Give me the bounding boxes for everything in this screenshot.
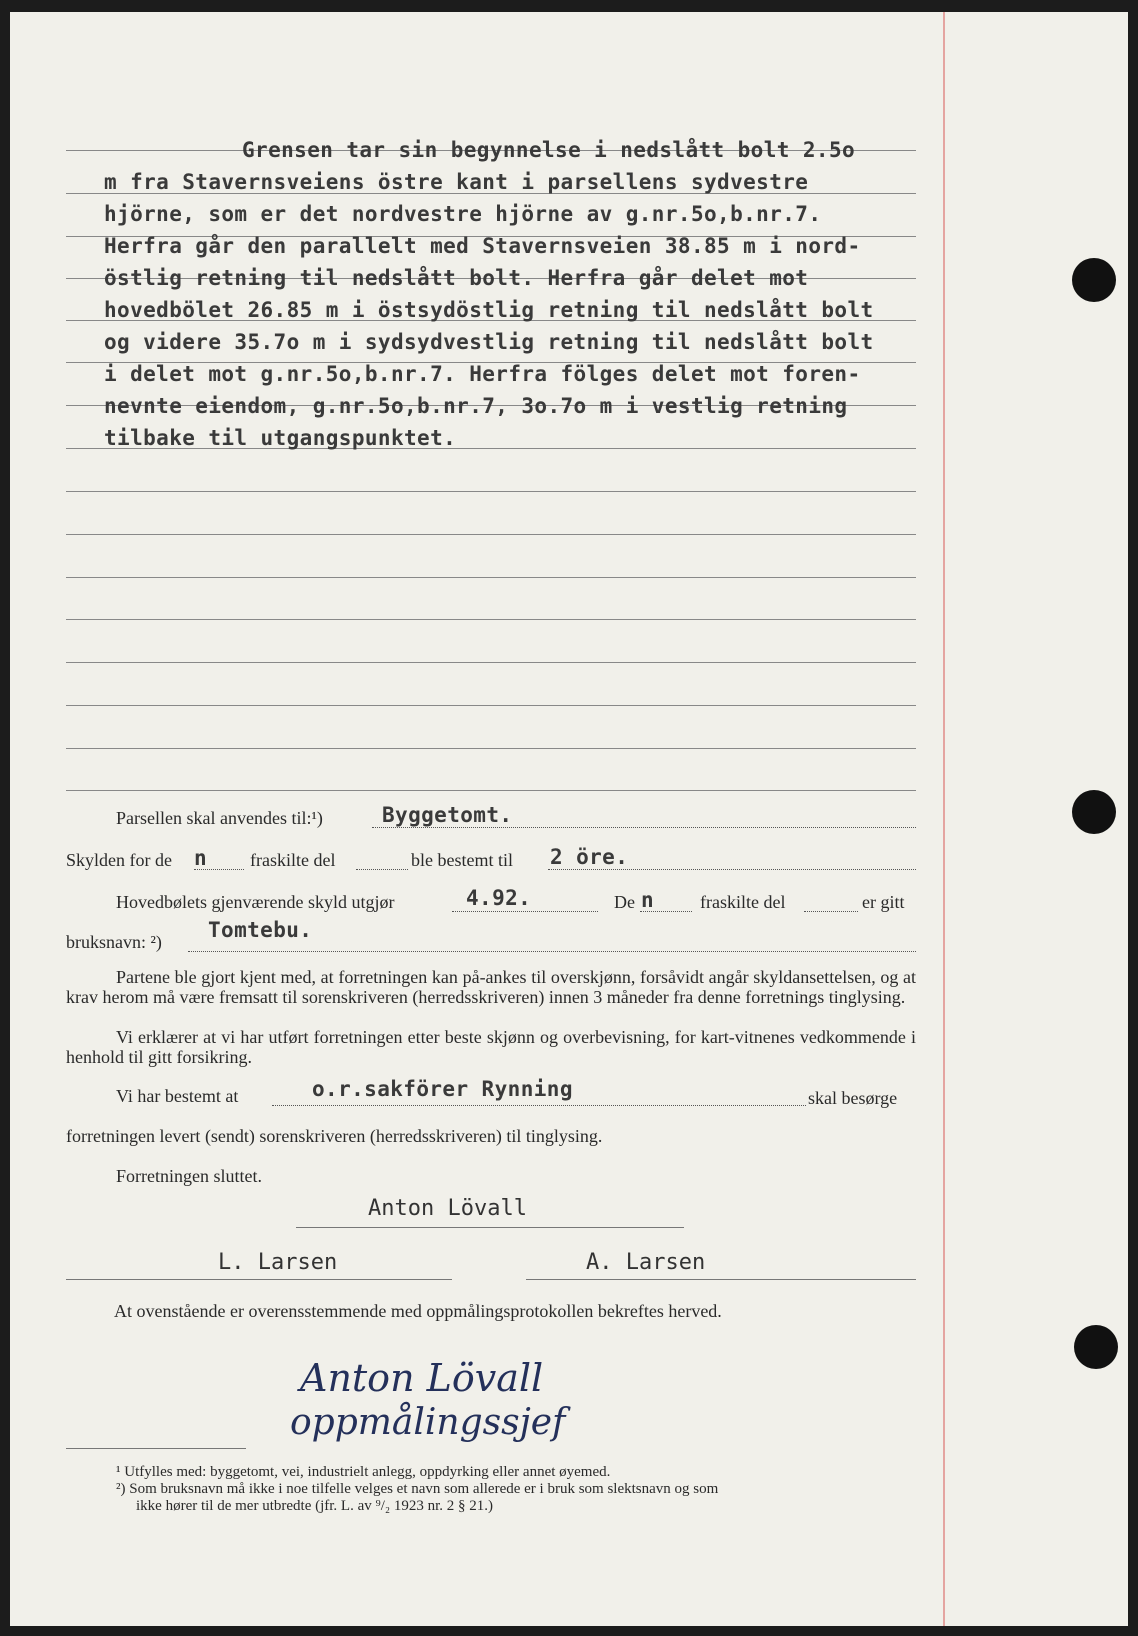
hoved-value: 4.92. — [466, 886, 532, 910]
signature-main: Anton Lövall — [368, 1196, 527, 1221]
ruled-line — [66, 534, 916, 535]
body-line: nevnte eiendom, g.nr.5o,b.nr.7, 3o.7o m i vestlig retning — [104, 394, 848, 418]
handwritten-signature: Anton Lövall — [300, 1356, 544, 1400]
skylden-label: Skylden for de — [66, 850, 172, 870]
body-line: hjörne, som er det nordvestre hjörne av g.nr.5o,b.nr.7. — [104, 202, 822, 226]
ruled-line — [66, 662, 916, 663]
ruled-line — [66, 491, 916, 492]
ruled-line — [66, 619, 916, 620]
signature-line — [296, 1226, 684, 1228]
fill-line — [452, 910, 598, 912]
footnote: ¹ Utfylles med: byggetomt, vei, industrielt anlegg, oppdyrking eller annet øyemed. — [116, 1464, 611, 1480]
body-line: tilbake til utgangspunktet. — [104, 426, 457, 450]
signature-right: A. Larsen — [586, 1250, 706, 1275]
bestemt-label: Vi har bestemt at — [116, 1086, 239, 1106]
body-line: Herfra går den parallelt med Stavernsveien 38.85 m i nord- — [104, 234, 861, 258]
fill-line — [804, 910, 858, 912]
margin-rule — [943, 12, 945, 1626]
sluttet-line: Forretningen sluttet. — [116, 1166, 262, 1186]
body-line: östlig retning til nedslått bolt. Herfra går delet mot — [104, 266, 809, 290]
signature-line — [66, 1278, 452, 1280]
signature-line — [526, 1278, 916, 1280]
fill-line — [188, 950, 916, 952]
body-line: m fra Stavernsveiens östre kant i parsellens sydvestre — [104, 170, 809, 194]
fill-line — [356, 868, 408, 870]
punch-hole — [1072, 790, 1116, 834]
footnote: ikke hører til de mer utbredte (jfr. L. av ⁹/₂ 1923 nr. 2 § 21.) — [136, 1498, 494, 1514]
punch-hole — [1074, 1325, 1118, 1369]
appeal-paragraph: Partene ble gjort kjent med, at forretningen kan på-ankes til overskjønn, forsåvidt angår skyldansettelsen, og at krav herom må være fremsatt til sorenskriveren (herredsskriveren) innen 3 måneder fra denne forretnings tinglysing. — [66, 967, 916, 1007]
hoved-label: er gitt — [862, 892, 905, 912]
skylden-label: fraskilte del — [250, 850, 336, 870]
body-line: i delet mot g.nr.5o,b.nr.7. Herfra fölges delet mot foren- — [104, 362, 861, 386]
punch-hole — [1072, 258, 1116, 302]
bruksnavn-value: Tomtebu. — [208, 918, 313, 942]
bruksnavn-label: bruksnavn: ²) — [66, 932, 162, 952]
hoved-label: Hovedbølets gjenværende skyld utgjør — [116, 892, 395, 912]
levert-line: forretningen levert (sendt) sorenskriveren (herredsskriveren) til tinglysing. — [66, 1126, 603, 1146]
skylden-value: 2 öre. — [550, 845, 629, 869]
skylden-label: ble bestemt til — [411, 850, 513, 870]
anvendes-value: Byggetomt. — [382, 803, 513, 827]
handwritten-title: oppmålingssjef — [290, 1402, 566, 1443]
bestemt-value: o.r.sakförer Rynning — [312, 1077, 573, 1101]
ruled-line — [66, 577, 916, 578]
fill-line — [272, 1104, 806, 1106]
attest-line: At ovenstående er overensstemmende med oppmålingsprotokollen bekreftes herved. — [114, 1301, 722, 1321]
ruled-line — [66, 748, 916, 749]
declaration-paragraph: Vi erklærer at vi har utført forretningen etter beste skjønn og overbevisning, for kart-vitnenes vedkommende i henhold til gitt forsikring. — [66, 1027, 916, 1067]
footnote: ²) Som bruksnavn må ikke i noe tilfelle velges et navn som allerede er i bruk som slektsnavn og som — [116, 1481, 719, 1497]
ruled-line — [66, 790, 916, 791]
footnote-rule — [66, 1447, 246, 1449]
hoved-label: De — [614, 892, 635, 912]
ruled-line — [66, 705, 916, 706]
hoved-label: fraskilte del — [700, 892, 786, 912]
body-line: Grensen tar sin begynnelse i nedslått bolt 2.5o — [242, 138, 856, 162]
skylden-fill: n — [194, 846, 208, 870]
body-line: og videre 35.7o m i sydsydvestlig retning til nedslått bolt — [104, 330, 874, 354]
body-line: hovedbölet 26.85 m i östsydöstlig retning til nedslått bolt — [104, 298, 874, 322]
hoved-fill: n — [641, 888, 655, 912]
bestemt-tail: skal besørge — [808, 1088, 898, 1108]
signature-left: L. Larsen — [218, 1250, 338, 1275]
anvendes-label: Parsellen skal anvendes til:¹) — [116, 808, 323, 828]
